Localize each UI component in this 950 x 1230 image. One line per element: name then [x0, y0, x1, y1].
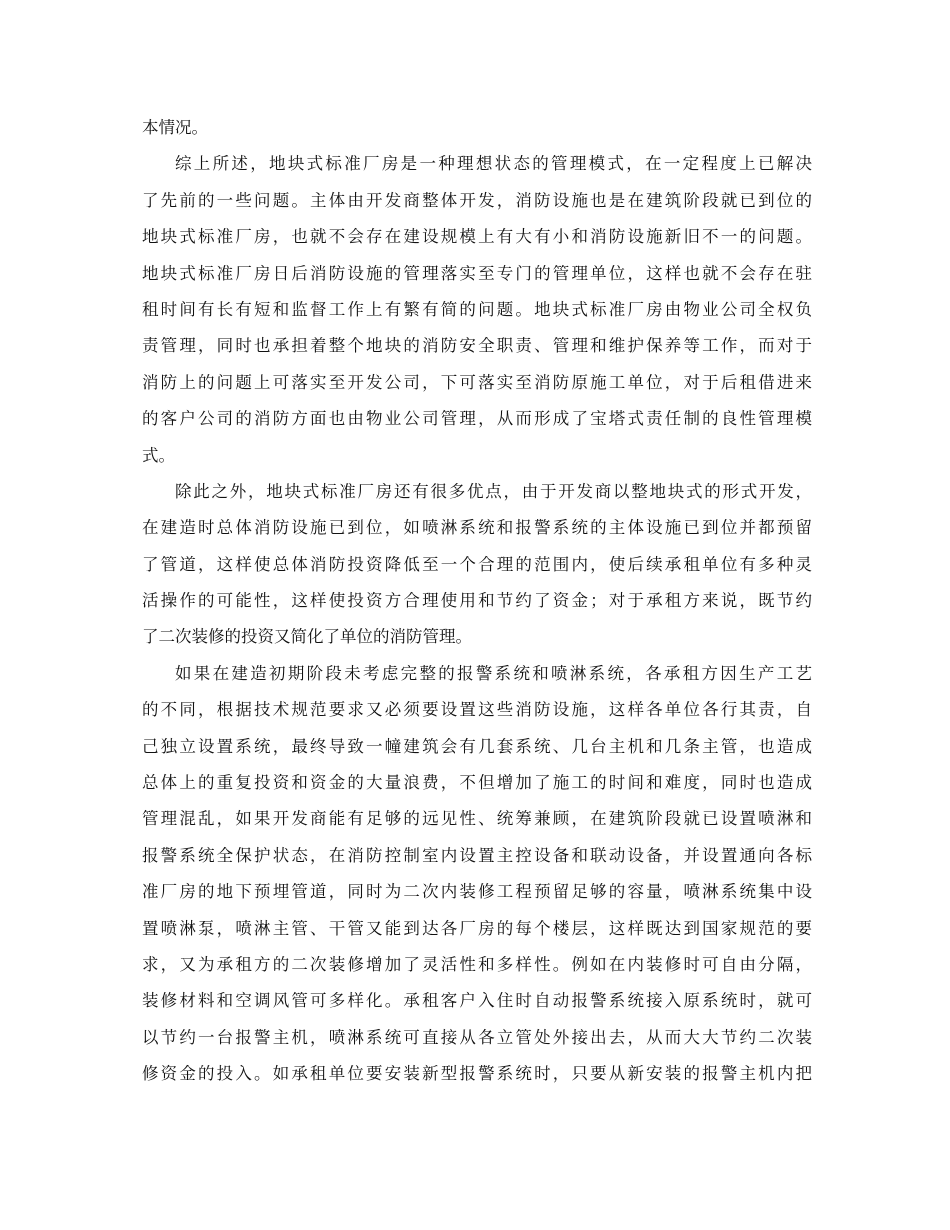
text-line-content: 了先前的一些问题。主体由开发商整体开发，消防设施也是在建筑阶段就已到位的	[142, 190, 812, 210]
text-line-content: 综上所述，地块式标准厂房是一种理想状态的管理模式，在一定程度上已解决	[175, 154, 812, 174]
text-line	[142, 874, 812, 910]
text-line	[142, 219, 812, 255]
text-line-content: 地块式标准厂房，也就不会存在建设规模上有大有小和消防设施新旧不一的问题。	[142, 227, 812, 247]
text-line-content: 的客户公司的消防方面也由物业公司管理，从而形成了宝塔式责任制的良性管理模	[142, 409, 812, 429]
text-line-content: 地块式标准厂房日后消防设施的管理落实至专门的管理单位，这样也就不会存在驻	[142, 263, 812, 283]
text-line-content: 置喷淋泵，喷淋主管、干管又能到达各厂房的每个楼层，这样既达到国家规范的要	[142, 918, 812, 938]
text-line	[142, 256, 812, 292]
text-line-content: 如果在建造初期阶段未考虑完整的报警系统和喷淋系统，各承租方因生产工艺	[175, 663, 812, 683]
text-line	[142, 547, 812, 583]
text-line	[142, 438, 812, 474]
text-line-content: 除此之外，地块式标准厂房还有很多优点，由于开发商以整地块式的形式开发，	[175, 481, 812, 501]
text-line-content: 责管理，同时也承担着整个地块的消防安全职责、管理和维护保养等工作，而对于	[142, 336, 812, 356]
text-line-content: 装修材料和空调风管可多样化。承租客户入住时自动报警系统接入原系统时，就可	[142, 991, 812, 1011]
text-line	[142, 583, 812, 619]
text-line	[142, 765, 812, 801]
text-line-content: 报警系统全保护状态，在消防控制室内设置主控设备和联动设备，并设置通向各标	[142, 845, 812, 865]
text-line	[142, 292, 812, 328]
text-line-content: 活操作的可能性，这样使投资方合理使用和节约了资金；对于承租方来说，既节约	[142, 591, 812, 611]
text-line-content: 本情况。	[142, 118, 208, 137]
text-line-content: 了管道，这样使总体消防投资降低至一个合理的范围内，使后续承租单位有多种灵	[142, 554, 812, 574]
paragraph-first-line	[142, 474, 812, 510]
text-line	[142, 183, 812, 219]
paragraph-first-line	[142, 656, 812, 692]
text-line-content: 租时间有长有短和监督工作上有繁有简的问题。地块式标准厂房由物业公司全权负	[142, 299, 812, 319]
text-line	[142, 619, 812, 655]
text-line	[142, 328, 812, 364]
text-line-content: 了二次装修的投资又简化了单位的消防管理。	[142, 627, 472, 647]
text-line	[142, 911, 812, 947]
paragraph-first-line	[142, 146, 812, 182]
text-line	[142, 510, 812, 546]
text-line-content: 求，又为承租方的二次装修增加了灵活性和多样性。例如在内装修时可自由分隔，	[142, 954, 812, 974]
text-line-content: 在建造时总体消防设施已到位，如喷淋系统和报警系统的主体设施已到位并都预留	[142, 518, 812, 538]
text-line	[142, 1020, 812, 1056]
document-body	[142, 110, 812, 1093]
text-line-content: 总体上的重复投资和资金的大量浪费，不但增加了施工的时间和难度，同时也造成	[142, 773, 812, 793]
text-line	[142, 1056, 812, 1092]
text-line	[142, 838, 812, 874]
text-line-content: 的不同，根据技术规范要求又必须要设置这些消防设施，这样各单位各行其责，自	[142, 700, 812, 720]
text-line	[142, 365, 812, 401]
text-line-content: 式。	[142, 445, 175, 465]
text-line	[142, 401, 812, 437]
text-line-content: 消防上的问题上可落实至开发公司，下可落实至消防原施工单位，对于后租借进来	[142, 372, 812, 392]
text-line-content: 修资金的投入。如承租单位要安装新型报警系统时，只要从新安装的报警主机内把	[142, 1064, 812, 1084]
text-line-content: 以节约一台报警主机，喷淋系统可直接从各立管处外接出去，从而大大节约二次装	[142, 1027, 812, 1047]
text-line	[142, 729, 812, 765]
text-line	[142, 801, 812, 837]
text-line	[142, 110, 812, 146]
text-line-content: 管理混乱，如果开发商能有足够的远见性、统筹兼顾，在建筑阶段就已设置喷淋和	[142, 809, 812, 829]
text-line	[142, 692, 812, 728]
text-line-content: 己独立设置系统，最终导致一幢建筑会有几套系统、几台主机和几条主管，也造成	[142, 736, 812, 756]
text-line	[142, 947, 812, 983]
text-line	[142, 983, 812, 1019]
text-line-content: 准厂房的地下预埋管道，同时为二次内装修工程预留足够的容量，喷淋系统集中设	[142, 882, 812, 902]
